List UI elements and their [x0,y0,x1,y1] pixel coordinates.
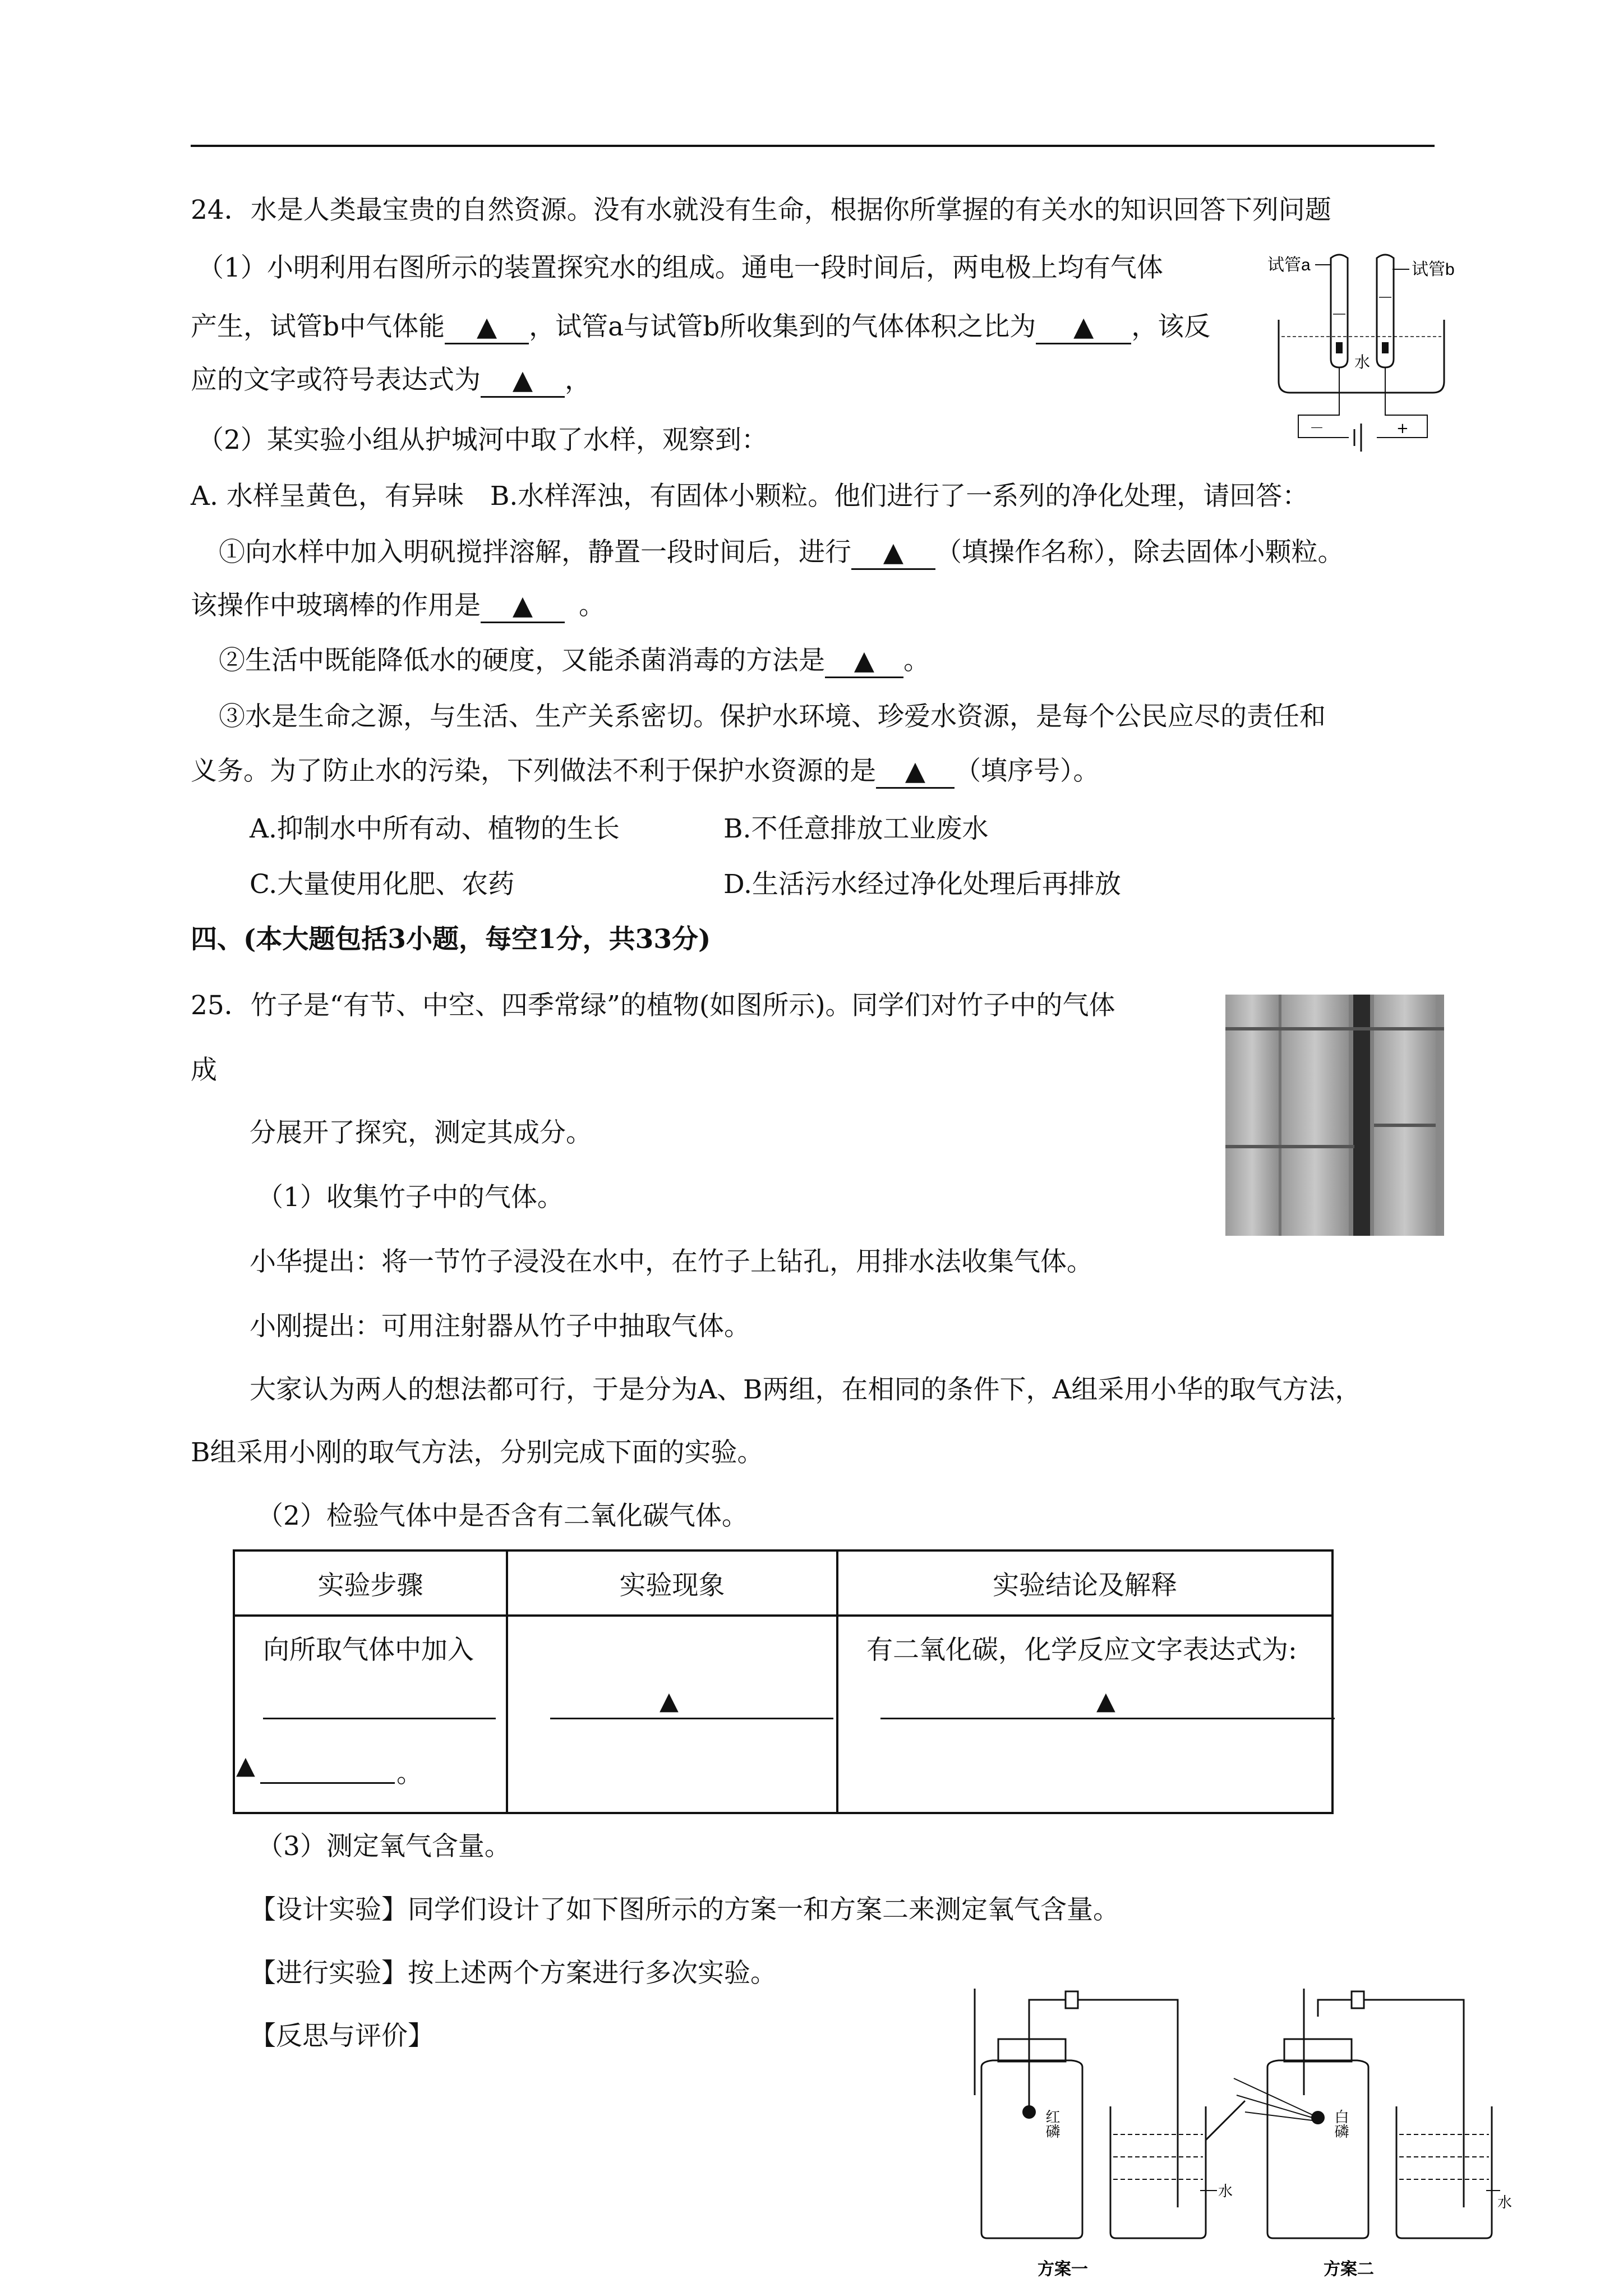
table-header-row [234,1550,1332,1616]
q25-design: 【设计实验】同学们设计了如下图所示的方案一和方案二来测定氧气含量。 [250,1894,1119,1925]
text: ①向水样中加入明矾搅拌溶解，静置一段时间后，进行 [219,537,851,568]
blank-triangle: ▲ [477,311,497,342]
text: 产生，试管b中气体能 [191,311,445,342]
blank-triangle: ▲ [854,645,875,676]
q25-conduct: 【进行实验】按上述两个方案进行多次实验。 [250,1958,777,1989]
text: ②生活中既能降低水的硬度，又能杀菌消毒的方法是 [219,645,825,676]
q25-xiaogang: 小刚提出：可用注射器从竹子中抽取气体。 [250,1311,750,1342]
q25-p3: （3）测定氧气含量。 [257,1831,511,1862]
q24-s2 [219,644,930,678]
blank-triangle: ▲ [883,537,904,568]
answer-blank[interactable] [550,1718,833,1719]
label-tube-b: 试管b [1412,260,1455,279]
blank-triangle: ▲ [1096,1687,1115,1715]
q24-title: 24．水是人类最宝贵的自然资源。没有水就没有生命，根据你所掌握的有关水的知识回答下列问题 [191,195,1331,226]
option-c: C.大量使用化肥、农药 [250,869,515,900]
table-row [234,1616,1332,1813]
q24-p1-line2 [191,310,1210,344]
text: ，试管a与试管b所收集到的气体体积之比为 [529,311,1036,342]
q24-p2-line1: （2）某实验小组从护城河中取了水样，观察到： [197,425,768,455]
q25-dajia-line2: B组采用小刚的取气方法，分别完成下面的实验。 [191,1437,764,1468]
answer-blank[interactable] [263,1718,496,1719]
scheme-two-apparatus [1206,1989,1512,2279]
text: ， [565,365,591,395]
option-a: A.抑制水中所有动、植物的生长 [250,813,620,844]
bamboo-photo [1225,995,1444,1236]
blank-triangle: ▲ [660,1687,679,1715]
electrolysis-apparatus-figure [1265,247,1461,454]
q24-s3-line1: ③水是生命之源，与生活、生产关系密切。保护水环境、珍爱水资源，是每个公民应尽的责任和 [219,701,1326,732]
q25-dajia-line1: 大家认为两人的想法都可行，于是分为A、B两组，在相同的条件下，A组采用小华的取气方法， [250,1374,1362,1405]
header-conclusion: 实验结论及解释 [837,1550,1332,1616]
label-minus: － [1310,420,1325,437]
section-heading: 四、(本大题包括3小题，每空1分，共33分) [191,924,711,955]
cell-step [234,1616,507,1813]
label-white-phosphorus: 白磷 [1332,2109,1349,2138]
header-step: 实验步骤 [234,1550,507,1616]
label-water: 水 [1354,353,1371,371]
scheme-figures [953,1977,1514,2292]
answer-blank[interactable] [1036,311,1131,344]
q25-reflect: 【反思与评价】 [250,2021,434,2051]
label-tube-a: 试管a [1267,256,1311,274]
text: ，该反 [1131,311,1211,342]
conclusion-text: 有二氧化碳，化学反应文字表达式为: [866,1635,1297,1665]
blank-triangle: ▲ [236,1751,255,1780]
answer-blank[interactable] [260,1782,395,1784]
q25-line3: 分展开了探究，测定其成分。 [250,1117,592,1148]
text: 义务。为了防止水的污染，下列做法不利于保护水资源的是 [191,756,876,786]
cell-conclusion [837,1616,1332,1813]
q24-p1-line1: （1）小明利用右图所示的装置探究水的组成。通电一段时间后，两电极上均有气体 [197,252,1163,283]
label-scheme-one: 方案一 [1038,2260,1088,2279]
q24-s3-line2 [191,754,1100,789]
experiment-table [233,1549,1334,1814]
q25-p2: （2）检验气体中是否含有二氧化碳气体。 [257,1501,748,1531]
answer-blank[interactable] [851,537,935,570]
text: 应的文字或符号表达式为 [191,365,481,395]
q25-line2: 成 [191,1055,217,1085]
answer-blank[interactable] [481,365,565,398]
blank-triangle: ▲ [1073,311,1094,342]
label-red-phosphorus: 红磷 [1043,2109,1060,2138]
q25-p1: （1）收集竹子中的气体。 [257,1182,564,1213]
q24-p1-line3 [191,364,591,398]
blank-triangle: ▲ [905,756,926,786]
text: 。 [903,645,930,676]
blank-triangle: ▲ [512,365,533,395]
label-plus: + [1396,420,1409,437]
text: （填序号）。 [955,756,1100,786]
cell-phenomenon [507,1616,837,1813]
scheme-one-apparatus [975,1989,1233,2279]
answer-blank[interactable] [880,1718,1335,1719]
q25-line1: 25．竹子是“有节、中空、四季常绿”的植物(如图所示)。同学们对竹子中的气体 [191,990,1115,1021]
text: （填操作名称），除去固体小颗粒。 [935,537,1344,568]
answer-blank[interactable] [876,756,955,789]
option-b: B.不任意排放工业废水 [723,813,989,844]
step-text: 向所取气体中加入 [263,1635,474,1665]
answer-blank[interactable] [445,311,529,344]
answer-blank[interactable] [825,645,903,678]
label-water-1: 水 [1218,2183,1233,2200]
label-scheme-two: 方案二 [1324,2260,1374,2279]
answer-blank[interactable] [481,590,565,623]
q24-s1-line1 [219,536,1344,570]
text: 该操作中玻璃棒的作用是 [191,590,481,621]
header-rule [191,145,1435,147]
label-water-2: 水 [1497,2194,1513,2211]
step-end: 。 [396,1758,423,1789]
q24-p2-line2: A. 水样呈黄色，有异味 B.水样浑浊，有固体小颗粒。他们进行了一系列的净化处理，请回答： [191,481,1309,512]
header-phenomenon: 实验现象 [507,1550,837,1616]
blank-triangle: ▲ [512,590,533,621]
q24-s1-line2 [191,589,605,623]
text: 。 [579,590,605,621]
option-d: D.生活污水经过净化处理后再排放 [723,869,1121,900]
q25-xiaohua: 小华提出：将一节竹子浸没在水中，在竹子上钻孔，用排水法收集气体。 [250,1246,1093,1277]
